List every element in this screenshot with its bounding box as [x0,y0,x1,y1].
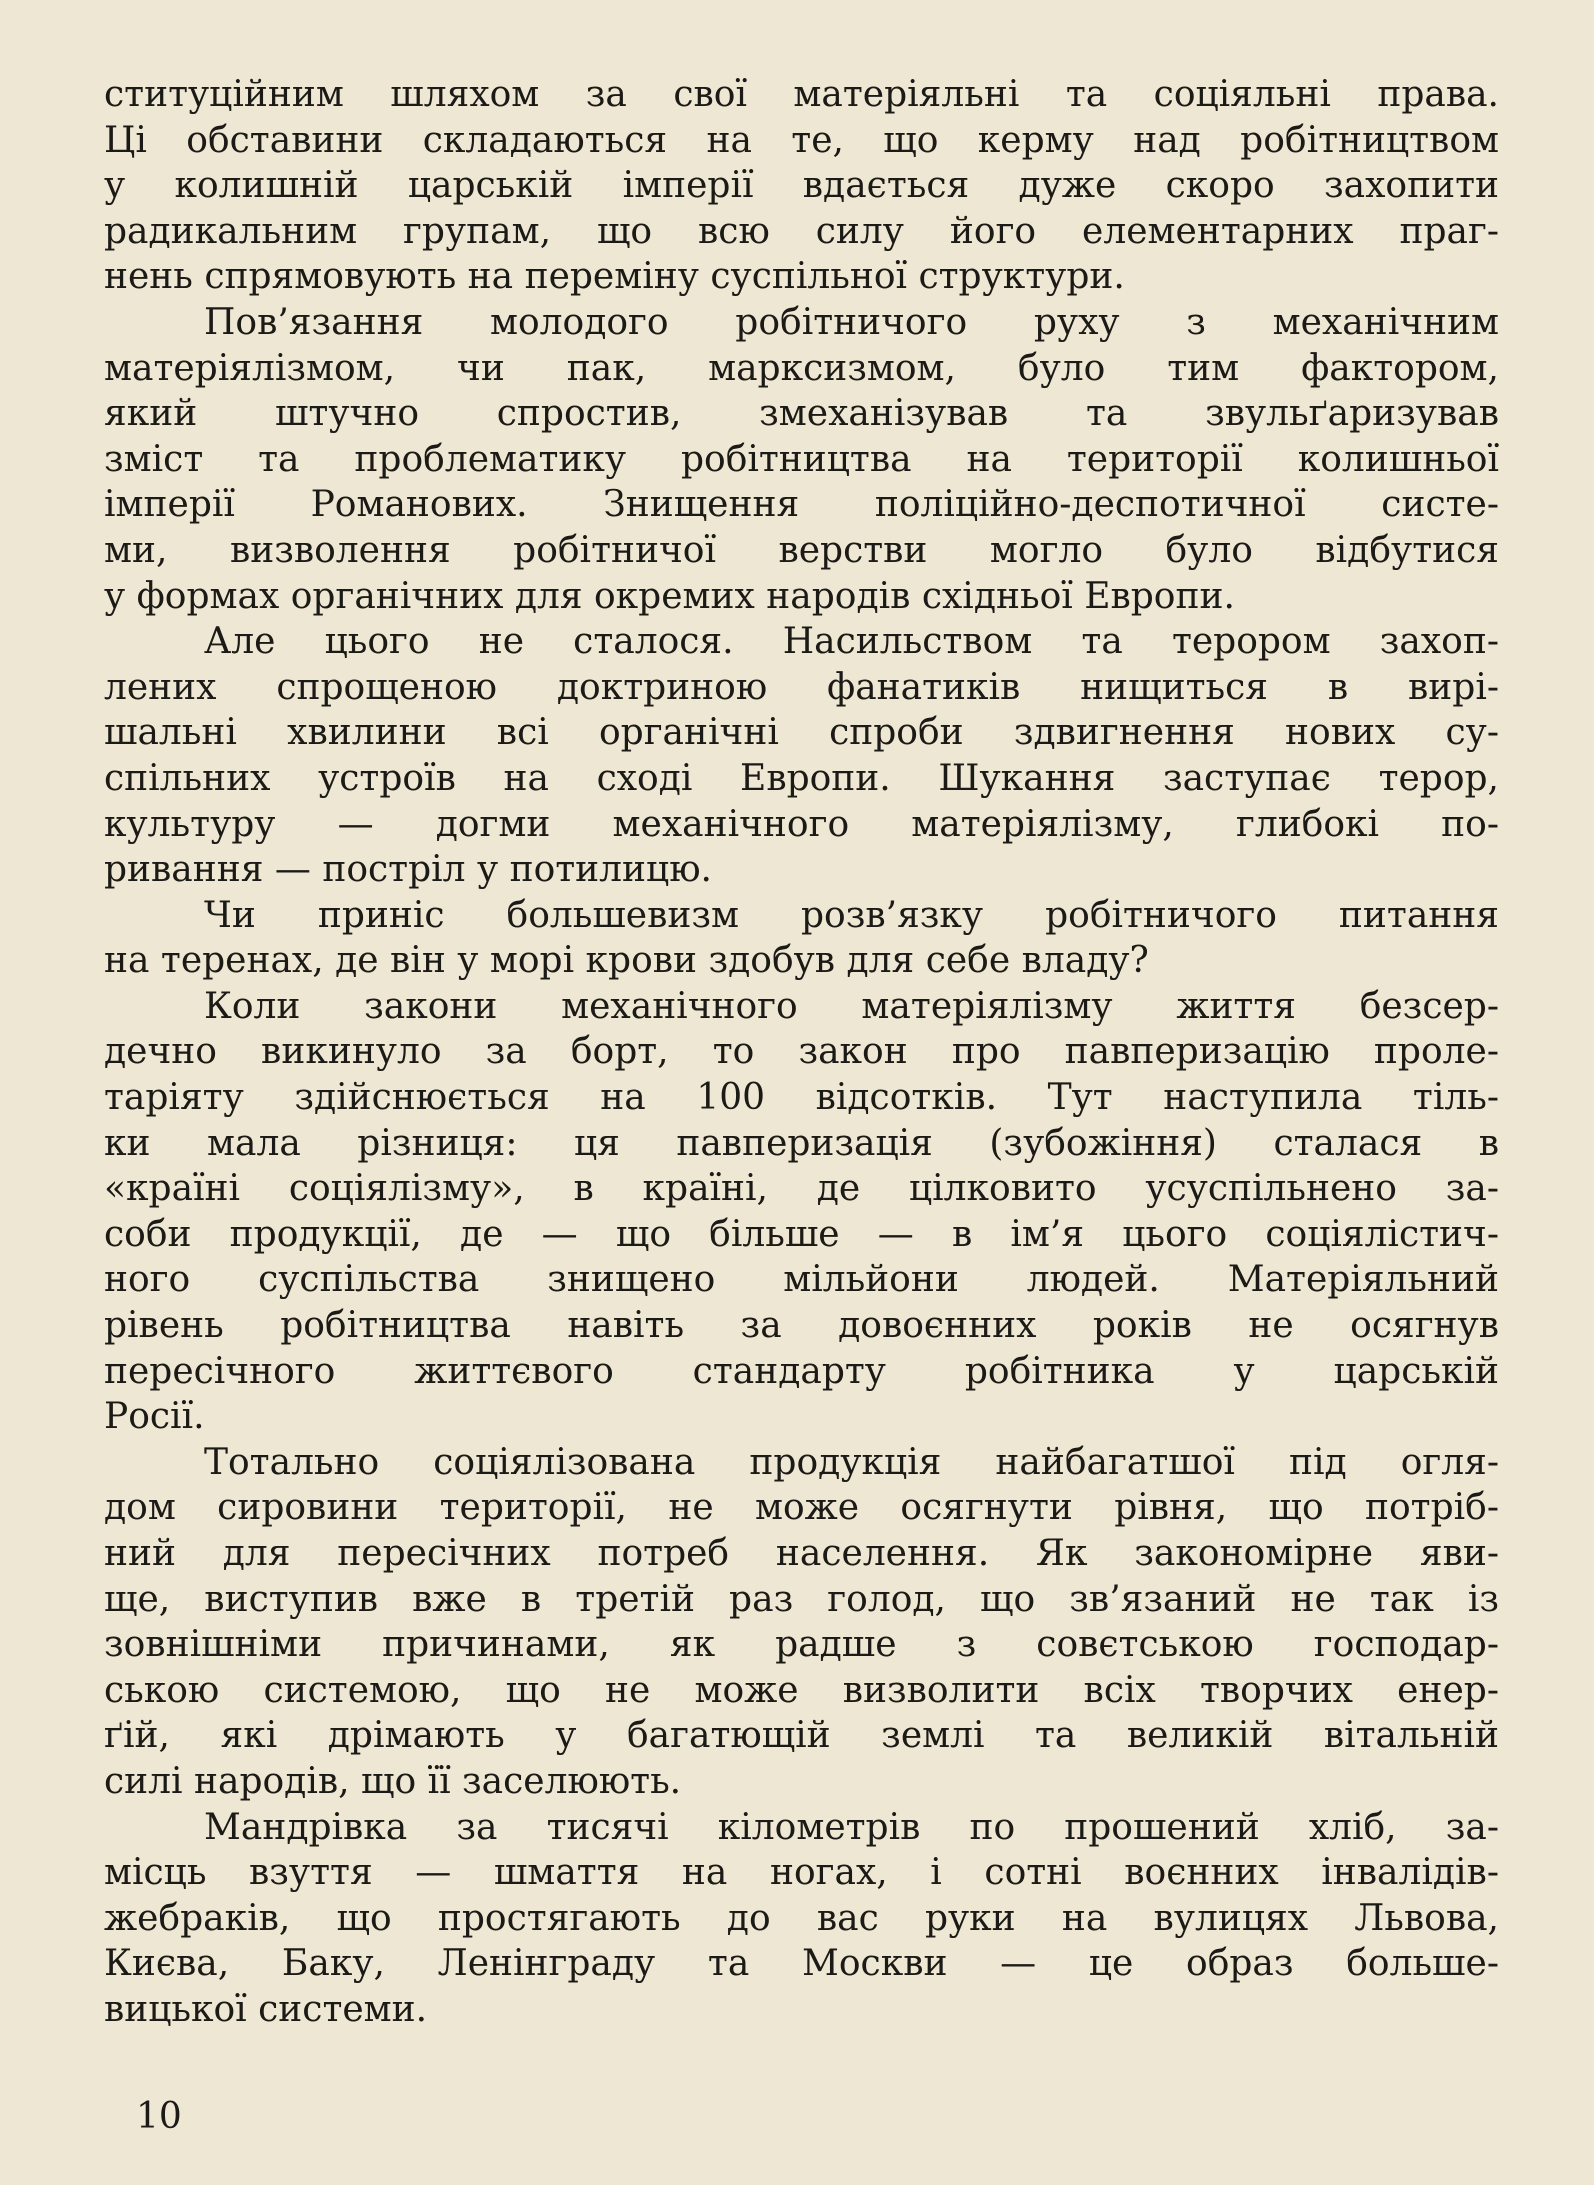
body-text [104,72,1499,2033]
text-line: зміст та проблематику робітництва на території колишньої [104,438,1499,480]
text-line: який штучно спростив, змеханізував та звульґаризував [104,393,1499,435]
text-line: місць взуття — шмаття на ногах, і сотні воєнних інвалідів- [104,1852,1499,1894]
text-line: Пов’язання молодого робітничого руху з механічним [204,301,1499,343]
text-line: шальні хвилини всі органічні спроби здвигнення нових су- [104,712,1499,754]
text-line: силі народів, що її заселюють. [104,1760,682,1802]
text-line: Але цього не сталося. Насильством та терором захоп- [204,621,1499,663]
text-line: спільних устроїв на сході Европи. Шукання заступає терор, [104,757,1499,799]
text-line: ривання — постріл у потилицю. [104,849,712,891]
text-line: ми, визволення робітничої верстви могло було відбутися [104,529,1499,571]
text-line: нень спрямовують на переміну суспільної структури. [104,256,1125,298]
text-line: Мандрівка за тисячі кілометрів по прошений хліб, за- [204,1806,1499,1848]
text-line: «країні соціялізму», в країні, де цілковито усуспільнено за- [104,1168,1499,1210]
text-line: Ці обставини складаються на те, що керму над робітництвом [104,119,1499,161]
text-line: ституційним шляхом за свої матеріяльні та соціяльні права. [104,74,1499,115]
text-line: матеріялізмом, чи пак, марксизмом, було тим фактором, [104,347,1499,389]
text-line: рівень робітництва навіть за довоєнних років не осягнув [104,1305,1499,1347]
text-line: радикальним групам, що всю силу його елементарних праг- [104,210,1499,252]
paragraph [104,72,1499,300]
text-line: на теренах, де він у морі крови здобув для себе владу? [104,940,1149,982]
text-line: культуру — догми механічного матеріялізму, глибокі по- [104,803,1499,845]
text-line: вицької системи. [104,1988,428,2030]
text-line: Коли закони механічного матеріялізму життя безсер- [204,985,1499,1027]
paragraph [104,619,1499,893]
text-line: імперії Романових. Знищення поліційно-деспотичної систе- [104,484,1499,526]
paragraph [104,893,1499,984]
paragraph [104,1440,1499,1805]
text-line: лених спрощеною доктриною фанатиків нищиться в вирі- [104,666,1499,708]
text-line: ською системою, що не може визволити всіх творчих енер- [104,1669,1499,1711]
text-line: ґій, які дрімають у багатющій землі та великій вітальній [104,1715,1499,1757]
text-line: Тотально соціялізована продукція найбагатшої під огля- [204,1441,1499,1483]
text-line: Росії. [104,1396,205,1438]
text-line: Чи приніс большевизм розв’язку робітничого питання [204,894,1499,936]
text-line: ний для пересічних потреб населення. Як закономірне яви- [104,1533,1499,1574]
page-number: 10 [136,2096,182,2137]
text-line: Києва, Баку, Ленінграду та Москви — це образ больше- [104,1943,1499,1985]
text-line: у колишній царській імперії вдається дуже скоро захопити [104,165,1499,207]
text-line: ки мала різниця: ця павперизація (зубожіння) сталася в [104,1122,1499,1164]
text-line: пересічного життєвого стандарту робітника у царській [104,1350,1499,1392]
paragraph [104,1805,1499,2033]
text-line: у формах органічних для окремих народів східньої Европи. [104,575,1235,617]
paragraph [104,984,1499,1440]
text-line: зовнішніми причинами, як радше з совєтською господар- [104,1624,1499,1666]
text-line: соби продукції, де — що більше — в ім’я цього соціялістич- [104,1213,1499,1255]
paragraph [104,300,1499,619]
text-line: ного суспільства знищено мільйони людей. Матеріяльний [104,1259,1499,1301]
text-line: дом сировини території, не може осягнути рівня, що потріб- [104,1487,1499,1529]
text-line: ще, виступив вже в третій раз голод, що зв’язаний не так із [104,1578,1499,1620]
text-line: дечно викинуло за борт, то закон про павперизацію проле- [104,1031,1499,1073]
text-line: таріяту здійснюється на 100 відсотків. Тут наступила тіль- [104,1077,1499,1119]
text-line: жебраків, що простягають до вас руки на вулицях Львова, [104,1897,1499,1939]
